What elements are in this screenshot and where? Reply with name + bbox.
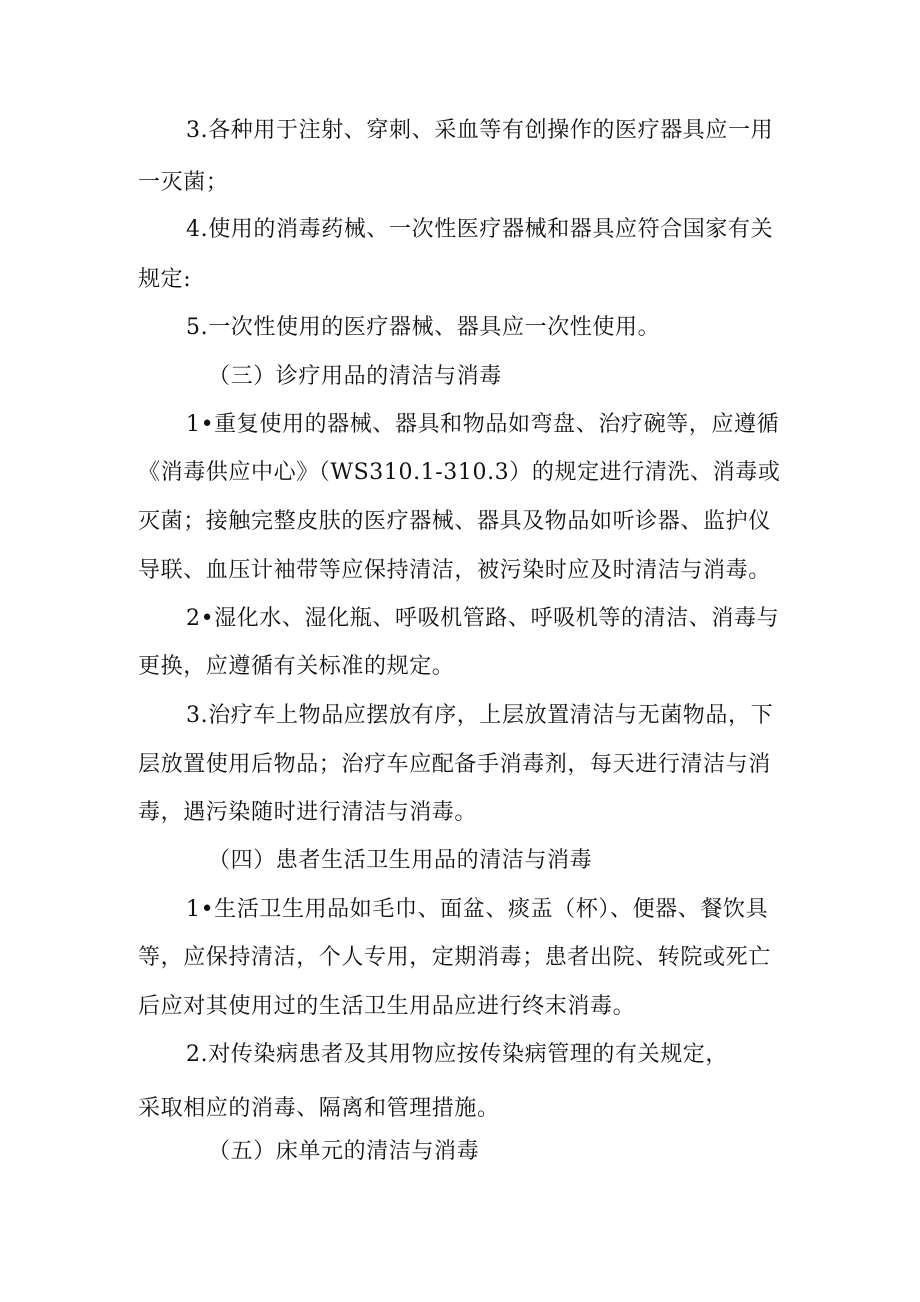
paragraph-line: 2•湿化水、湿化瓶、呼吸机管路、呼吸机等的清洁、消毒与 [186, 606, 780, 631]
paragraph-line: 更换，应遵循有关标准的规定。 [138, 654, 455, 679]
paragraph-line: 2.对传染病患者及其用物应按传染病管理的有关规定， [186, 1042, 728, 1067]
paragraph-line: 1•重复使用的器械、器具和物品如弯盘、治疗碗等，应遵循 [186, 412, 780, 437]
paragraph-line: 3.各种用于注射、穿刺、采血等有创操作的医疗器具应一用 [186, 118, 774, 143]
section-heading: （五）床单元的清洁与消毒 [208, 1139, 480, 1164]
paragraph-line: 《消毒供应中心》（WS310.1-310.3）的规定进行清洗、消毒或 [138, 460, 781, 485]
paragraph-line: 规定: [138, 267, 192, 292]
section-heading: （四）患者生活卫生用品的清洁与消毒 [208, 848, 593, 873]
paragraph-line: 3.治疗车上物品应摆放有序，上层放置清洁与无菌物品，下 [186, 703, 774, 728]
paragraph-line: 4.使用的消毒药械、一次性医疗器械和器具应符合国家有关 [186, 217, 774, 242]
paragraph-line: 一灭菌； [138, 170, 229, 195]
paragraph-line: 层放置使用后物品；治疗车应配备手消毒剂，每天进行清洁与消 [138, 752, 771, 777]
paragraph-line: 等，应保持清洁，个人专用，定期消毒；患者出院、转院或死亡 [138, 945, 771, 970]
paragraph-line: 5.一次性使用的医疗器械、器具应一次性使用。 [186, 315, 661, 340]
paragraph-line: 毒，遇污染随时进行清洁与消毒。 [138, 800, 478, 825]
paragraph-line: 导联、血压计袖带等应保持清洁，被污染时应及时清洁与消毒。 [138, 558, 771, 583]
paragraph-line: 1•生活卫生用品如毛巾、面盆、痰盂（杯）、便器、餐饮具 [186, 897, 769, 922]
paragraph-line: 采取相应的消毒、隔离和管理措施。 [138, 1096, 500, 1121]
paragraph-line: 灭菌；接触完整皮肤的医疗器械、器具及物品如听诊器、监护仪 [138, 509, 771, 534]
paragraph-line: 后应对其使用过的生活卫生用品应进行终末消毒。 [138, 994, 636, 1019]
section-heading: （三）诊疗用品的清洁与消毒 [208, 364, 502, 389]
